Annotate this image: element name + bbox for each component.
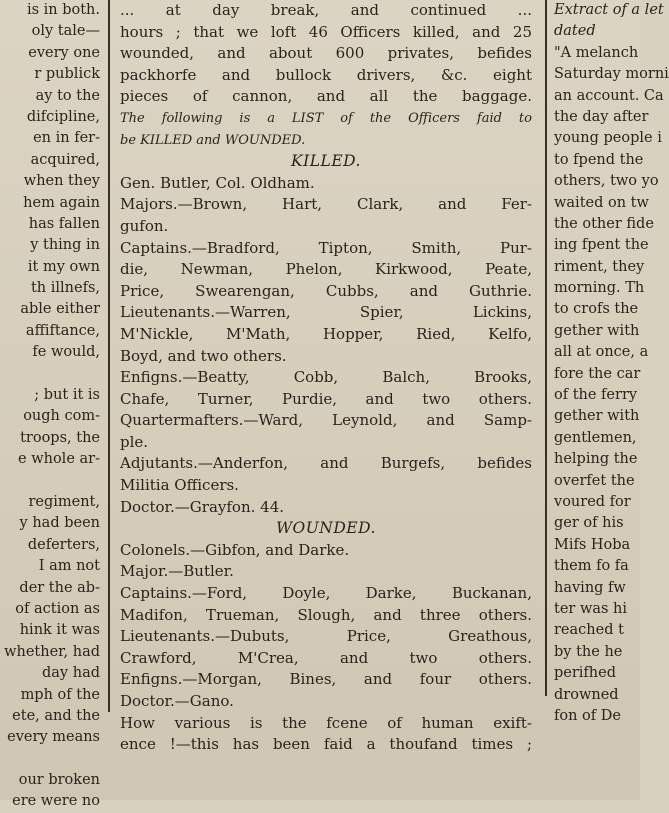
left-column-line: regiment, <box>28 493 100 510</box>
right-column-line: ger of his <box>554 515 624 532</box>
right-column-line: fore the car <box>554 365 641 382</box>
killed-entry: M'Nickle, M'Math, Hopper, Ried, Kelfo, <box>120 324 532 343</box>
left-column-line: when they <box>23 173 100 190</box>
right-column-line: an account. Ca <box>554 87 664 104</box>
column-rule-left <box>108 0 110 712</box>
killed-entry: Captains.—Bradford, Tipton, Smith, Pur- <box>120 238 532 257</box>
left-column-line <box>0 364 100 385</box>
right-column-line: others, two yo <box>554 173 659 190</box>
right-column-line: overfet the <box>554 472 635 489</box>
wounded-entry: Major.—Butler. <box>120 562 234 581</box>
right-column-line: having fw <box>554 579 626 596</box>
wounded-entry: Lieutenants.—Dubuts, Price, Greathous, <box>120 627 532 646</box>
left-column-line: hem again <box>23 194 100 211</box>
left-column-line: affiftance, <box>25 322 100 339</box>
right-column-line: to fpend the <box>554 151 644 168</box>
killed-entry: Militia Officers. <box>120 476 239 495</box>
article-text-line: ... at day break, and continued ... <box>120 1 532 19</box>
wounded-entry: Doctor.—Gano. <box>120 692 234 710</box>
right-column-line: voured for <box>554 493 631 510</box>
left-column-line: ough com- <box>23 408 100 425</box>
right-column-line: young people i <box>554 130 662 147</box>
left-column-line: ete, and the <box>12 707 100 724</box>
left-column-line: r publick <box>34 66 100 83</box>
article-text-line: hours ; that we loft 46 Officers killed, and 25 <box>120 22 532 41</box>
right-column-line: ter was hi <box>554 600 628 617</box>
killed-entry: Enfigns.—Beatty, Cobb, Balch, Brooks, <box>120 368 532 387</box>
left-column-line: whether, had <box>4 643 100 660</box>
left-column-line: mph of the <box>20 686 100 703</box>
right-column-line: Mifs Hoba <box>554 536 631 553</box>
right-column-line: Saturday morni <box>554 66 669 83</box>
left-column-line: e whole ar- <box>18 451 100 468</box>
middle-column <box>116 0 536 754</box>
left-column-line: y had been <box>19 515 100 532</box>
killed-entry: Adjutants.—Anderfon, and Burgefs, befides <box>120 454 532 473</box>
left-column-line: der the ab- <box>19 579 100 596</box>
killed-entry: Chafe, Turner, Purdie, and two others. <box>120 389 532 408</box>
killed-entry: Doctor.—Grayfon. 44. <box>120 497 285 516</box>
right-column-line: morning. Th <box>554 280 645 297</box>
right-column-line: riment, they <box>554 258 645 275</box>
left-column-line: I am not <box>38 558 100 575</box>
right-column-line: helping the <box>554 451 638 468</box>
right-column-line: to crofs the <box>554 301 639 318</box>
wounded-entry: Captains.—Ford, Doyle, Darke, Buckanan, <box>120 584 532 603</box>
left-column-line: ay to the <box>35 87 100 104</box>
right-column-line: them fo fa <box>554 558 629 575</box>
left-column-line: oly tale— <box>31 23 100 40</box>
left-column-line: deferters, <box>27 536 100 553</box>
killed-entry: Price, Swearengan, Cubbs, and Guthrie. <box>120 281 532 300</box>
left-column-line: acquired, <box>30 151 100 168</box>
right-column-line: "A melanch <box>554 44 639 61</box>
right-column-line: reached t <box>554 622 624 639</box>
killed-entry: Boyd, and two others. <box>120 346 287 365</box>
left-column-line: day had <box>42 665 100 682</box>
right-column-line: the other fide <box>554 215 654 232</box>
left-column-line: every means <box>7 729 100 746</box>
wounded-entry: Colonels.—Gibfon, and Darke. <box>120 540 350 559</box>
left-column-line: has fallen <box>28 215 100 232</box>
left-column <box>0 0 100 810</box>
right-column-line: Extract of a let <box>554 2 664 18</box>
wounded-entry: Madifon, Trueman, Slough, and three others. <box>120 605 532 624</box>
right-column-line: dated <box>554 23 596 40</box>
right-column-line: all at once, a <box>554 344 649 361</box>
article-text-line: pieces of cannon, and all the baggage. <box>120 87 532 106</box>
killed-entry: die, Newman, Phelon, Kirkwood, Peate, <box>120 260 532 279</box>
left-column-line: difcipline, <box>26 108 100 125</box>
right-column-line: by the he <box>554 643 623 660</box>
right-column-line: fon of De <box>554 707 621 724</box>
right-column-line: of the ferry <box>554 387 638 404</box>
wounded-entry: Enfigns.—Morgan, Bines, and four others. <box>120 670 532 689</box>
right-column-line: gentlemen, <box>554 429 637 446</box>
left-column-line: y thing in <box>30 237 100 254</box>
left-column-line <box>0 471 100 492</box>
left-column-line: en in fer- <box>33 130 100 147</box>
left-column-line: of action as <box>15 600 100 617</box>
right-column-line: perifhed <box>554 665 617 682</box>
article-text-line: wounded, and about 600 privates, befides <box>120 44 532 63</box>
right-column-line: gether with <box>554 322 640 339</box>
left-column-line: our broken <box>18 772 100 789</box>
right-column-line: waited on tw <box>554 194 649 211</box>
article-text-line: ence !—this has been faid a thoufand times ; <box>120 735 532 754</box>
page-bottom-margin <box>0 712 640 800</box>
killed-heading: KILLED. <box>291 152 361 171</box>
left-column-line: ; but it is <box>34 387 100 404</box>
right-column-line: the day after <box>554 108 649 125</box>
left-column-line: troops, the <box>20 429 100 446</box>
left-column-line: is in both. <box>26 2 100 18</box>
right-column-line: drowned <box>554 686 619 703</box>
killed-entry: gufon. <box>120 216 169 235</box>
column-rule-right <box>545 0 547 696</box>
killed-entry: Gen. Butler, Col. Oldham. <box>120 173 315 192</box>
wounded-heading: WOUNDED. <box>276 519 376 538</box>
right-column-line: ing fpent the <box>554 237 649 254</box>
right-column <box>550 0 669 724</box>
left-column-line: it my own <box>27 258 100 275</box>
killed-entry: Quartermafters.—Ward, Leynold, and Samp- <box>120 411 532 430</box>
wounded-entry: Crawford, M'Crea, and two others. <box>120 648 532 667</box>
killed-entry: ple. <box>120 432 149 451</box>
left-column-line: fe would, <box>32 344 100 361</box>
left-column-line: ere were no <box>12 793 100 810</box>
right-column-line: gether with <box>554 408 640 425</box>
killed-entry: Majors.—Brown, Hart, Clark, and Fer- <box>120 195 532 214</box>
left-column-line: hink it was <box>19 622 100 639</box>
article-text-line: How various is the fcene of human exift- <box>120 713 532 732</box>
list-intro-line: be KILLED and WOUNDED. <box>120 132 306 148</box>
killed-entry: Lieutenants.—Warren, Spier, Lickins, <box>120 303 532 322</box>
left-column-line: every one <box>28 44 100 61</box>
left-column-line: able either <box>20 301 100 318</box>
article-text-line: packhorfe and bullock drivers, &c. eight <box>120 65 532 84</box>
left-column-line: th illnefs, <box>30 280 100 297</box>
list-intro-line: The following is a LIST of the Officers faid to <box>120 110 532 126</box>
